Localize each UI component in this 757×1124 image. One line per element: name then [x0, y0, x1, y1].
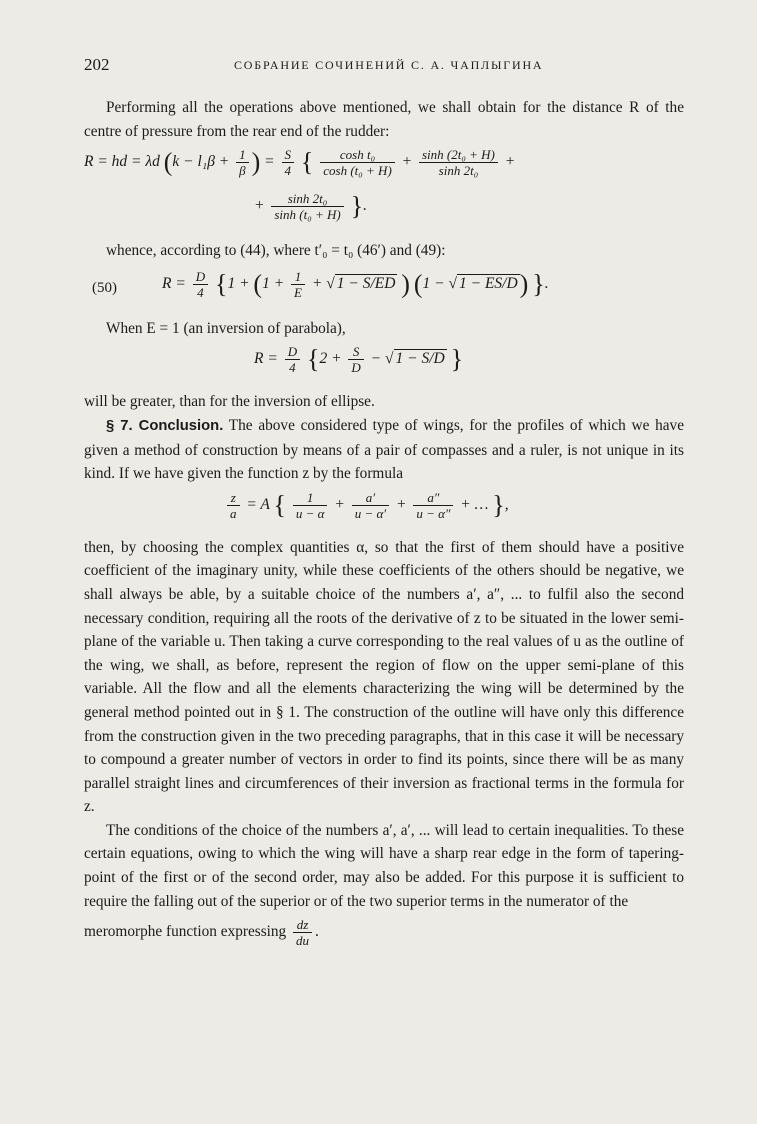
fraction: $\frac{1}{u - \alpha}$ — [293, 490, 328, 521]
fraction: $\frac{a''}{u - \alpha''}$ — [413, 490, 453, 521]
equation-parabola — [84, 340, 684, 390]
equation-parabola-body: R = $\frac{D}{4}$ {2 + $\frac{S}{D}$ − √ 1 − S/D } — [254, 344, 464, 376]
paragraph-conditions: The conditions of the choice of the numbers a′, a′, ... will lead to certain inequalities. To these certain equations, owing to which the wing will have a sharp rear edge in the form of tapering-point of the first or of the second order, may also be added. For this purpose it is sufficient to require the falling out of the superior or of the two superior terms in the numerator of the — [84, 821, 684, 910]
paragraph-whence: whence, according to (44), where t′₀ = t₀ (46′) and (49): — [106, 242, 446, 260]
fraction: $\frac{\text{cosh t₀}}{\text{cosh (t₀ + H)}}$ — [320, 147, 395, 178]
fraction: $\frac{a'}{u - \alpha'}$ — [352, 490, 389, 521]
paragraph-choosing: then, by choosing the complex quantities α, so that the first of them should have a positive coefficient of the imaginary unity, while these coefficients of the others should be negative, we shall always be able, by a suitable choice of the numbers a′, a″, ... to fulfil also the second necessary condition, requiring all the roots of the derivative of z to be situated in the lower semi-plane of the variable u. Then taking a curve corresponding to the real values of u as the outline of the wing, we shall, as before, represent the region of flow on the upper semi-plane of this variable. All the flow and all the elements characterizing the wing will be determined by the general method pointed out in § 1. The construction of the outline will have only this difference from the construction given in the two preceding paragraphs, that in this case it will be necessary to compound a greater number of vectors in order to find its points, since there will be as many parallel straight lines and circumferences of their inversion as fractional terms in the formula for z. — [84, 538, 684, 816]
fraction: $\frac{\text{sinh 2t₀}}{\text{sinh (t₀ + H)}}$ — [271, 191, 343, 222]
page-number: 202 — [84, 55, 110, 74]
paragraph-meromorphe: meromorphe function expressing $\frac{dz}{du}$ . — [84, 917, 319, 949]
paragraph-performing: Performing all the operations above mentioned, we shall obtain for the distance R of the centre of pressure from the rear end of the rudder: — [84, 99, 684, 140]
equation-line-2: + $\frac{\text{sinh 2t₀}}{\text{sinh (t₀ + H)}}$ }. — [254, 191, 367, 223]
equation-50 — [84, 263, 684, 317]
paragraph-greater: will be greater, than for the inversion of ellipse. — [84, 393, 375, 411]
equation-function-z — [84, 486, 684, 536]
section-heading: § 7. Conclusion. — [106, 417, 224, 434]
equation-number: (50) — [92, 279, 117, 296]
equation-50-body: R = $\frac{D}{4}$ {1 + (1 + $\frac{1}{E}$ + √ 1 − S/ED ) (1 − √ 1 − ES/D) }. — [162, 268, 549, 300]
square-root: 1 − S/D — [395, 350, 445, 368]
equation-line-1: R = hd = λd (k − l₁β + $\frac{1}{\beta}$ ) = $\frac{S}{4}$ { $\frac{\text{cosh t₀}}{\text{cosh (t₀ + H)}}$ + $\frac{\text{sinh (2t₀ + H)}}{\text{sinh 2t₀}}$ + — [84, 147, 516, 179]
fraction: $\frac{\text{sinh (2t₀ + H)}}{\text{sinh 2t₀}}$ — [419, 147, 498, 178]
running-head — [84, 55, 684, 77]
equation-distance-R — [84, 143, 684, 239]
fraction: $\frac{S}{4}$ — [282, 147, 295, 178]
fraction: $\frac{1}{\beta}$ — [236, 147, 249, 178]
fraction: $\frac{1}{E}$ — [291, 269, 305, 300]
fraction: $\frac{D}{4}$ — [285, 344, 300, 375]
fraction: $\frac{z}{a}$ — [227, 490, 240, 521]
fraction-dz-du: $\frac{dz}{du}$ — [293, 917, 312, 948]
fraction: $\frac{D}{4}$ — [193, 269, 208, 300]
square-root: 1 − ES/D — [458, 274, 518, 292]
square-root: 1 − S/ED — [336, 274, 396, 292]
running-title: СОБРАНИЕ СОЧИНЕНИЙ С. А. ЧАПЛЫГИНА — [234, 58, 544, 72]
paragraph-conclusion: § 7. Conclusion. The above considered type of wings, for the profiles of which we have given a method of construction by means of a pair of compasses and a ruler, is not unique in its kind. If we have given the function z by the formula — [84, 416, 684, 483]
page-body — [84, 96, 684, 948]
fraction: $\frac{S}{D}$ — [348, 344, 363, 375]
paragraph-when-E: When E = 1 (an inversion of parabola), — [106, 319, 346, 337]
equation-function-z-body: $\frac{z}{a}$ = A { $\frac{1}{u - \alpha}$ + $\frac{a'}{u - \alpha'}$ + $\frac{a''}{u - \alpha''}$ + … }, — [224, 490, 509, 521]
